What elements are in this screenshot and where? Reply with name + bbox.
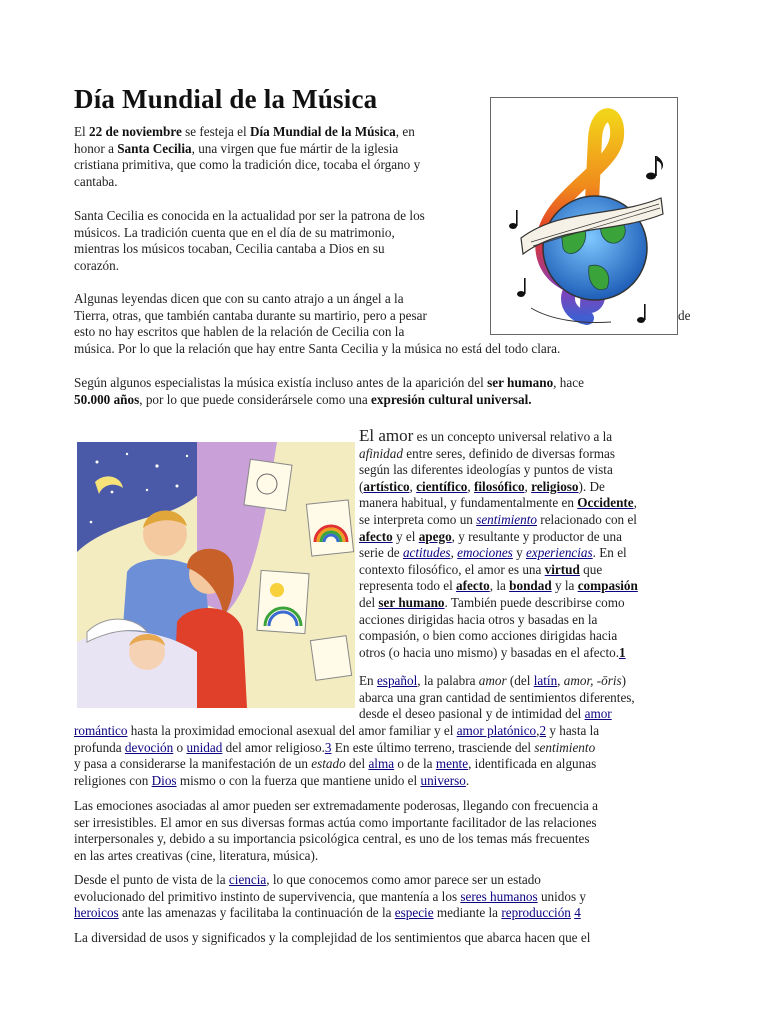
link-emociones[interactable]: emociones: [457, 545, 513, 561]
link-unidad[interactable]: unidad: [186, 739, 223, 755]
link-occidente[interactable]: Occidente: [577, 495, 634, 511]
family-bedtime-icon: [77, 442, 355, 708]
link-universo[interactable]: universo: [420, 772, 466, 788]
link-filosofico[interactable]: filosófico: [474, 478, 525, 494]
paragraph-intro: El 22 de noviembre se festeja el Día Mundial de la Música, en honor a Santa Cecilia, una virgen que fue mártir de la iglesia cristiana primitiva, que como la tradición dice, tocaba el órgano y cantaba.: [74, 124, 421, 189]
link-apego[interactable]: apego: [418, 528, 452, 544]
link-religioso[interactable]: religioso: [531, 478, 579, 494]
link-ref-1[interactable]: 1: [619, 644, 626, 660]
link-ref-4[interactable]: 4: [574, 905, 581, 921]
link-virtud[interactable]: virtud: [544, 561, 580, 577]
paragraph-santa-cecilia: Santa Cecilia es conocida en la actualidad por ser la patrona de los músicos. La tradición cuenta que en el día de su matrimonio, mientras los músicos tocaban, Cecilia cantaba a Dios en su corazón.: [74, 208, 425, 273]
link-espanol[interactable]: español: [376, 673, 418, 688]
link-afecto[interactable]: afecto: [359, 528, 393, 544]
paragraph-emociones: Las emociones asociadas al amor pueden ser extremadamente poderosas, llegando con frecuencia a ser irresistibles. El amor en sus diversas formas actúa como importante facilitador de las relaciones interpersonales y, debido a su importancia psicológica central, es uno de los temas más frecuentes en las artes creativas (cine, literatura, música).: [74, 798, 598, 863]
link-amor-platonico[interactable]: amor platónico: [456, 723, 537, 738]
paragraph-espanol-side: En español, la palabra amor (del latín, amor, -ōris) abarca una gran cantidad de sentimientos diferentes, desde el deseo pasional y de intimidad del amor: [359, 673, 635, 722]
link-afecto-2[interactable]: afecto: [456, 578, 490, 594]
link-romantico[interactable]: romántico: [74, 723, 128, 738]
page-title: Día Mundial de la Música: [74, 84, 378, 114]
family-illustration: [77, 442, 355, 708]
link-experiencias[interactable]: experiencias: [526, 545, 593, 561]
link-especie[interactable]: especie: [394, 905, 434, 921]
link-actitudes[interactable]: actitudes: [402, 545, 451, 561]
treble-clef-globe-icon: [491, 98, 677, 334]
link-reproduccion[interactable]: reproducción: [501, 905, 571, 921]
paragraph-espanol-full: romántico hasta la proximidad emocional asexual del amor familiar y el amor platónico,2 y hasta la profunda devoción o unidad del amor religioso.3 En este último terreno, trasciende del sentimiento y pasa a considerarse la manifestación de un estado del alma o de la mente, identificada en algunas religiones con Dios mismo o con la fuerza que mantiene unido el universo.: [74, 723, 600, 788]
link-ref-2[interactable]: 2: [539, 723, 547, 738]
paragraph-diversidad: La diversidad de usos y significados y la complejidad de los sentimientos que abarca hacen que el: [74, 930, 591, 945]
link-mente[interactable]: mente: [435, 756, 469, 772]
link-artistico[interactable]: artístico: [363, 478, 410, 494]
paragraph-leyendas: Algunas leyendas dicen que con su canto atrajo a un ángel a la Tierra, otras, que también cantaba durante su martirio, pero a pesar esto no hay escritos que hablen de la relación de Cecilia con la música. Por lo que la relación que hay entre Santa Cecilia y la música no está del todo clara.: [74, 291, 561, 356]
link-ref-3[interactable]: 3: [324, 739, 332, 755]
link-latin[interactable]: latín: [533, 673, 558, 688]
el-amor-heading: El amor: [359, 426, 414, 445]
paragraph-especialistas: Según algunos especialistas la música existía incluso antes de la aparición del ser humano, hace 50.000 años, por lo que puede considerársele como una expresión cultural universal.: [74, 375, 584, 407]
link-cientifico[interactable]: científico: [416, 478, 468, 494]
link-ciencia[interactable]: ciencia: [228, 872, 267, 887]
link-bondad[interactable]: bondad: [509, 578, 552, 594]
treble-clef-globe-illustration: [490, 97, 678, 335]
link-devocion[interactable]: devoción: [124, 739, 174, 755]
link-ser-humano[interactable]: ser humano: [378, 594, 445, 610]
link-amor-romantico[interactable]: amor: [584, 706, 612, 722]
link-compasion[interactable]: compasión: [577, 578, 638, 594]
link-seres-humanos[interactable]: seres humanos: [460, 888, 538, 904]
link-heroicos[interactable]: heroicos: [74, 905, 119, 921]
link-alma[interactable]: alma: [368, 756, 395, 772]
paragraph-leyendas-wrap: de: [678, 308, 691, 323]
link-dios[interactable]: Dios: [151, 772, 177, 788]
link-sentimiento[interactable]: sentimiento: [476, 511, 537, 527]
paragraph-ciencia: Desde el punto de vista de la ciencia, lo que conocemos como amor parece ser un estado evolucionado del primitivo instinto de supervivencia, que mantenía a los seres humanos unidos y heroicos ante las amenazas y facilitaba la continuación de la especie mediante la reproducción 4: [74, 872, 587, 921]
paragraph-el-amor: El amor es un concepto universal relativo a la afinidad entre seres, definido de diversas formas según las diferentes ideologías y puntos de vista (artístico, científico, filosófico, religioso). De manera habitual, y fundamentalmente en Occidente, se interpreta como un sentimiento relacionado con el afecto y el apego, y resultante y productor de una serie de actitudes, emociones y experiencias. En el contexto filosófico, el amor es una virtud que representa todo el afecto, la bondad y la compasión del ser humano. También puede describirse como acciones dirigidas hacia otros y basadas en la compasión, o bien como acciones dirigidas hacia otros (o hacia uno mismo) y basadas en el afecto.1: [359, 426, 638, 660]
